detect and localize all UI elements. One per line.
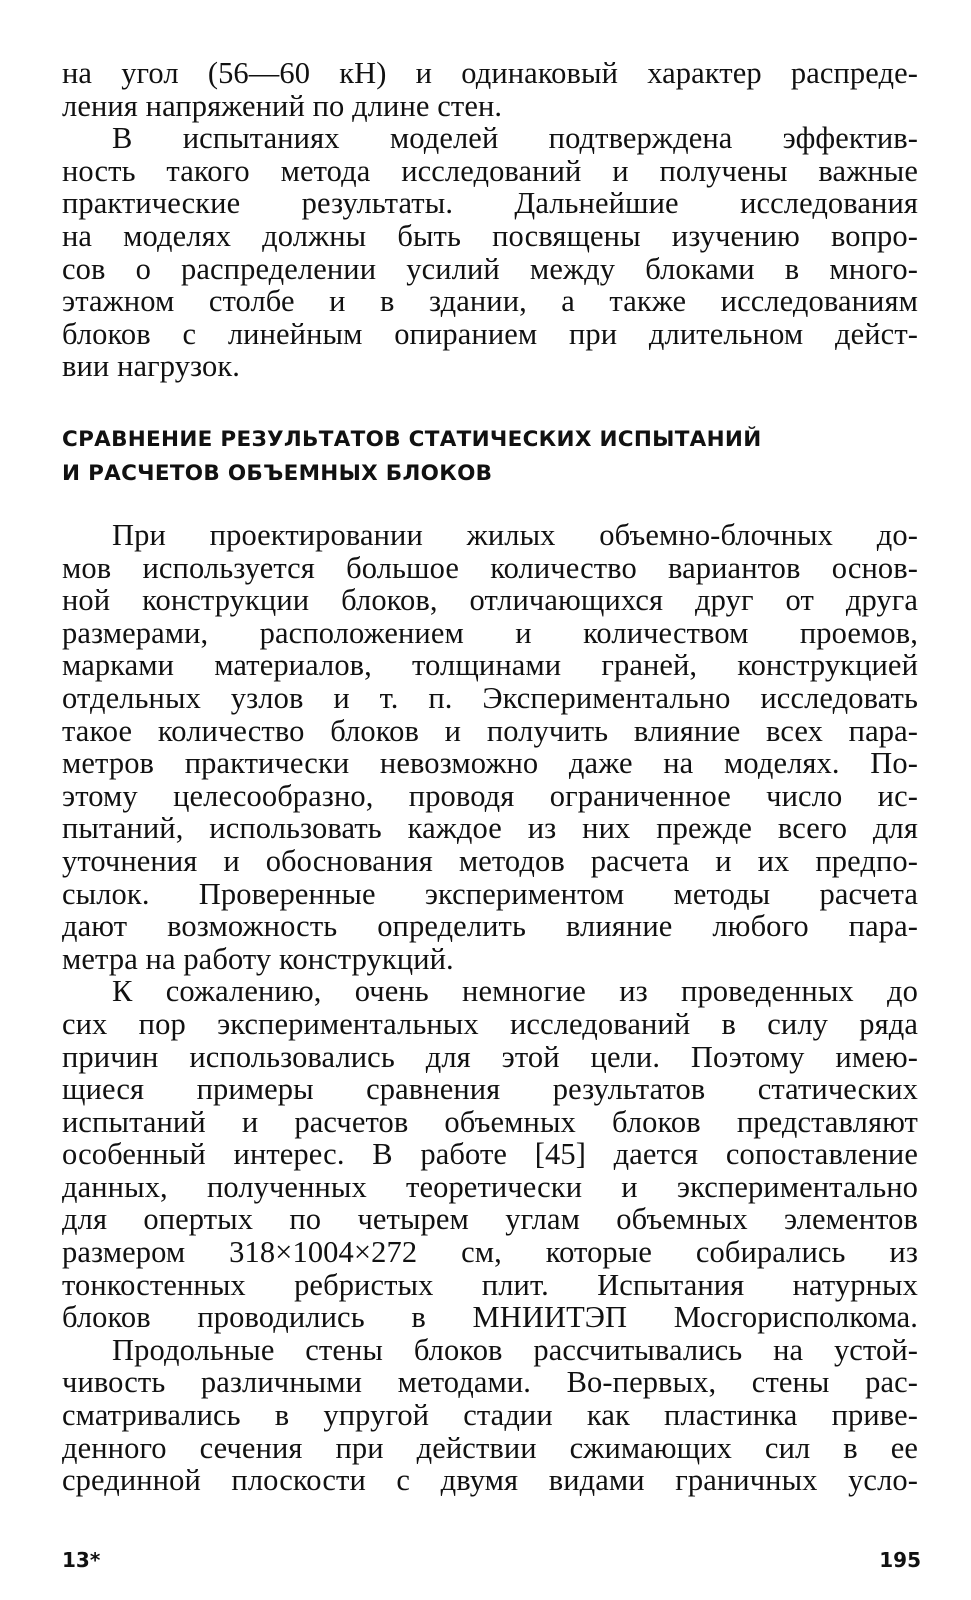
- paragraph-5: [62, 1334, 918, 1497]
- body-text-main: [62, 519, 918, 1497]
- text-line: испытаний и расчетов объемных блоков представляют: [62, 1104, 918, 1139]
- paragraph-4: [62, 975, 918, 1334]
- text-line: этажном столбе и в здании, а также исследованиям: [62, 284, 918, 319]
- text-line: тонкостенных ребристых плит. Испытания натурных: [62, 1267, 918, 1302]
- heading-line: И РАСЧЕТОВ ОБЪЕМНЫХ БЛОКОВ: [62, 461, 493, 486]
- text-line: на моделях должны быть посвящены изучению вопро-: [62, 218, 918, 253]
- text-line: такое количество блоков и получить влияние всех пара-: [62, 713, 918, 748]
- text-line: блоков проводились в МНИИТЭП Мосгорисполкома.: [62, 1300, 918, 1335]
- text-line: на угол (56—60 кН) и одинаковый характер распреде-: [62, 56, 918, 90]
- text-line: размерами, расположением и количеством проемов,: [62, 615, 918, 650]
- text-line: марками материалов, толщинами граней, конструкцией: [62, 648, 918, 683]
- body-text-top: [62, 57, 918, 383]
- paragraph-3: [62, 519, 918, 975]
- paragraph-2: [62, 122, 918, 383]
- text-line: данных, полученных теоретически и экспериментально: [62, 1169, 918, 1204]
- page-number: 195: [879, 1548, 921, 1572]
- text-line: ность такого метода исследований и получены важные: [62, 153, 918, 188]
- text-line: ления напряжений по длине стен.: [62, 88, 503, 123]
- text-line: сов о распределении усилий между блоками в много-: [62, 251, 918, 286]
- text-line: особенный интерес. В работе [45] дается сопоставление: [62, 1137, 918, 1172]
- text-line: метра на работу конструкций.: [62, 941, 454, 976]
- text-line: Продольные стены блоков рассчитывались на устой-: [112, 1332, 918, 1367]
- text-line: чивость различными методами. Во-первых, стены рас-: [62, 1365, 918, 1400]
- text-line: отдельных узлов и т. п. Экспериментально исследовать: [62, 680, 918, 715]
- text-line: сылок. Проверенные экспериментом методы расчета: [62, 876, 918, 911]
- text-line: этому целесообразно, проводя ограниченное число ис-: [62, 778, 918, 813]
- paragraph-1: [62, 57, 918, 122]
- text-line: практические результаты. Дальнейшие исследования: [62, 186, 918, 221]
- text-line: для опертых по четырем углам объемных элементов: [62, 1202, 918, 1237]
- text-line: сих пор экспериментальных исследований в силу ряда: [62, 1006, 918, 1041]
- text-line: метров практически невозможно даже на моделях. По-: [62, 746, 918, 781]
- printer-signature: 13*: [62, 1548, 101, 1572]
- text-line: дают возможность определить влияние любого пара-: [62, 909, 918, 944]
- text-line: блоков с линейным опиранием при длительном дейст-: [62, 316, 918, 351]
- text-line: ной конструкции блоков, отличающихся друг от друга: [62, 583, 918, 618]
- text-line: При проектировании жилых объемно-блочных до-: [112, 518, 918, 552]
- text-line: щиеся примеры сравнения результатов статических: [62, 1072, 918, 1107]
- heading-line: СРАВНЕНИЕ РЕЗУЛЬТАТОВ СТАТИЧЕСКИХ ИСПЫТАНИЙ: [62, 427, 762, 452]
- text-line: мов используется большое количество вариантов основ-: [62, 550, 918, 585]
- text-line: денного сечения при действии сжимающих сил в ее: [62, 1430, 918, 1465]
- text-line: вии нагрузок.: [62, 349, 241, 384]
- section-heading: [62, 423, 862, 491]
- text-line: срединной плоскости с двумя видами граничных усло-: [62, 1463, 918, 1498]
- text-line: размером 318×1004×272 см, которые собирались из: [62, 1235, 918, 1270]
- text-line: К сожалению, очень немногие из проведенных до: [112, 974, 918, 1009]
- text-line: уточнения и обоснования методов расчета и их предпо-: [62, 843, 918, 878]
- text-line: сматривались в упругой стадии как пластинка приве-: [62, 1398, 918, 1433]
- text-line: пытаний, использовать каждое из них прежде всего для: [62, 811, 918, 846]
- text-line: причин использовались для этой цели. Поэтому имею-: [62, 1039, 918, 1074]
- text-line: В испытаниях моделей подтверждена эффектив-: [112, 121, 918, 156]
